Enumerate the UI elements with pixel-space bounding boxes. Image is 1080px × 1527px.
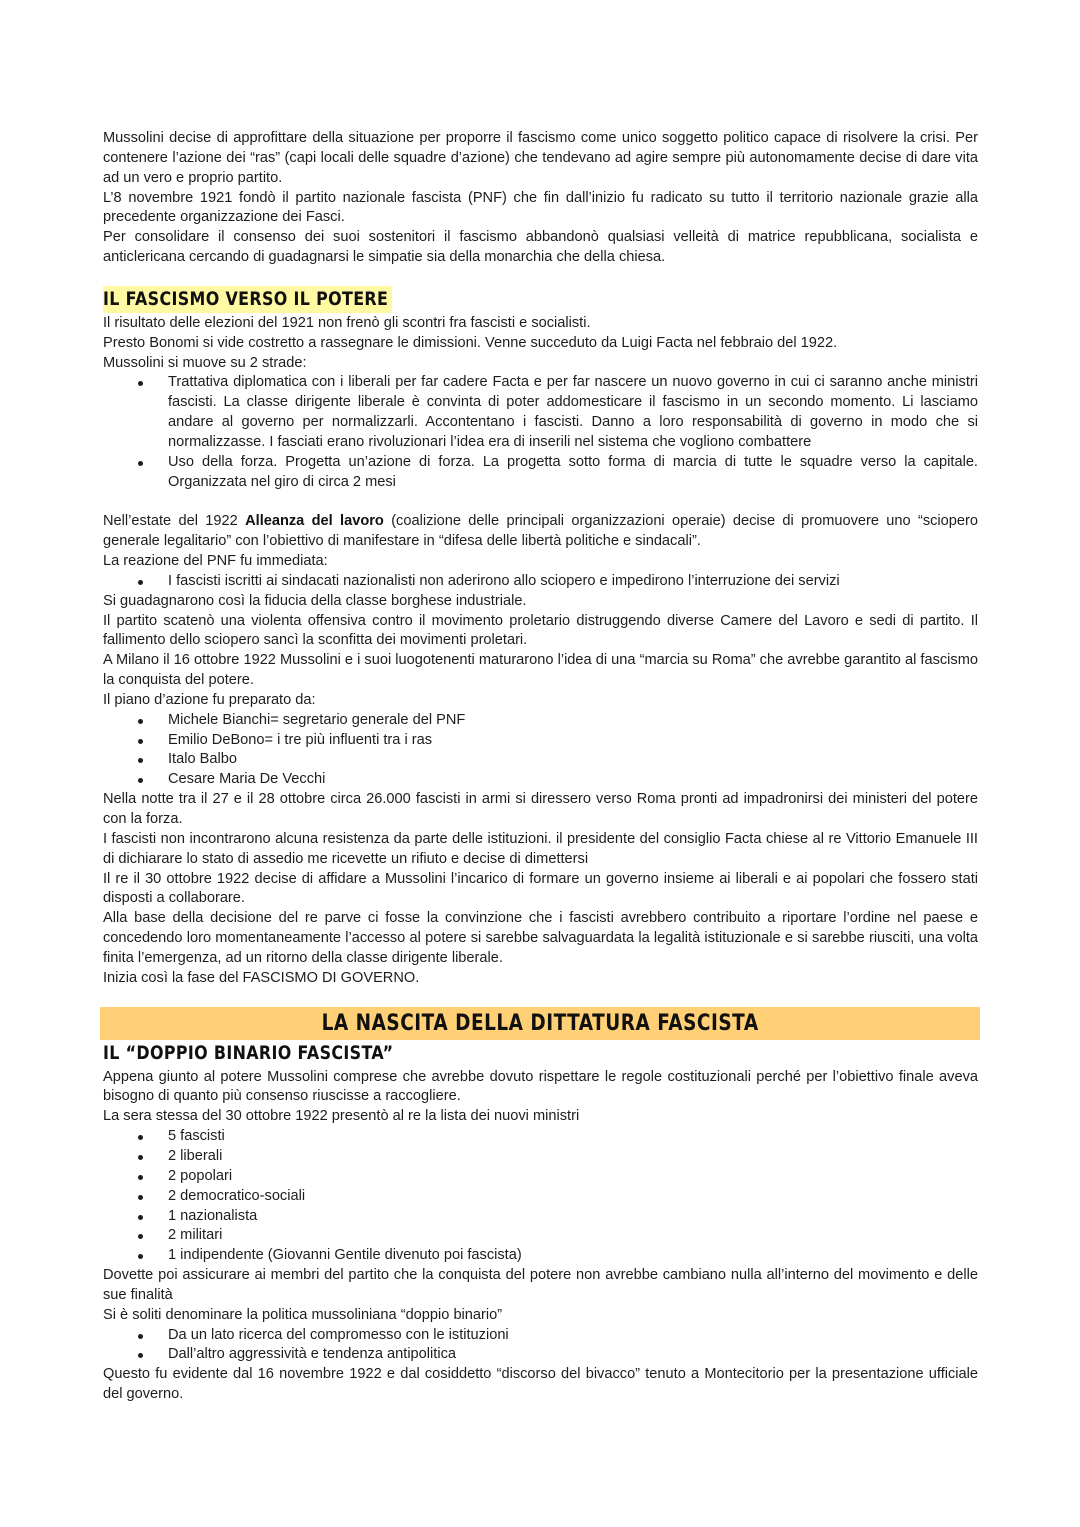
list-item: 2 popolari <box>103 1167 978 1187</box>
paragraph: Il re il 30 ottobre 1922 decise di affidare a Mussolini l’incarico di formare un governo insieme ai liberali e ai popolari che fossero stati disposti a collaborare. <box>103 870 978 907</box>
bullet-list-strade <box>103 373 978 492</box>
paragraph: Alla base della decisione del re parve ci fosse la convinzione che i fascisti avrebbero contribuito a riportare l’ordine nel paese e concedendo loro momentaneamente l’accesso al potere si sarebbe salvaguardata la legalità istituzionale e si sarebbe riusciti, una volta finita l’emergenza, ad un ritorno della classe dirigente liberale. <box>103 910 978 966</box>
paragraph: La reazione del PNF fu immediata: <box>103 553 328 570</box>
bold-term: Alleanza del lavoro <box>245 513 384 530</box>
list-item: 2 liberali <box>103 1147 978 1167</box>
paragraph: Nella notte tra il 27 e il 28 ottobre circa 26.000 fascisti in armi si diressero verso Roma pronti ad impadronirsi dei ministeri del potere con la forza. <box>103 791 978 827</box>
text-span: Nell’estate del 1922 <box>103 513 246 530</box>
paragraph: Si è soliti denominare la politica mussoliniana “doppio binario” <box>103 1306 503 1323</box>
list-item: 2 democratico-sociali <box>103 1187 978 1207</box>
paragraph: L’8 novembre 1921 fondò il partito nazionale fascista (PNF) che fin dall’inizio fu radicato su tutto il territorio nazionale grazie alla precedente organizzazione dei Fasci. <box>103 189 978 226</box>
list-item: I fascisti iscritti ai sindacati nazionalisti non aderirono allo sciopero e impedirono l’interruzione dei servizi <box>103 572 978 592</box>
document-page <box>103 129 978 1405</box>
list-item: 2 militari <box>103 1226 978 1246</box>
paragraph: Questo fu evidente dal 16 novembre 1922 e dal cosiddetto “discorso del bivacco” tenuto a Montecitorio per la presentazione ufficiale del governo. <box>103 1366 978 1403</box>
bullet-list-piano <box>103 711 978 790</box>
paragraph: I fascisti non incontrarono alcuna resistenza da parte delle istituzioni. il presidente del consiglio Facta chiese al re Vittorio Emanuele III di dichiarare lo stato di assedio me ricevette un rifiuto e decise di dimettersi <box>103 830 978 867</box>
bullet-list-ministri <box>103 1127 978 1266</box>
paragraph: Il partito scatenò una violenta offensiva contro il movimento proletario distruggendo diverse Camere del Lavoro e sedi di partito. Il fallimento dello sciopero sancì la sconfitta dei movimenti proletari. <box>103 612 978 649</box>
list-item: Michele Bianchi= segretario generale del PNF <box>103 711 978 731</box>
paragraph: A Milano il 16 ottobre 1922 Mussolini e i suoi luogotenenti maturarono l’idea di una “marcia su Roma” che avrebbe garantito al fascismo la conquista del potere. <box>103 652 978 689</box>
list-item: Cesare Maria De Vecchi <box>103 770 978 790</box>
list-item: Trattativa diplomatica con i liberali per far cadere Facta e per far nascere un nuovo governo in cui ci saranno anche ministri fascisti. La classe dirigente liberale è convinta di poter addomesticare il fascismo in un secondo momento. Li lasciamo andare al governo per normalizzarli. Accontentano i fascisti. Danno a loro responsabilità di governo in modo che si normalizzasse. I fasciati erano rivoluzionari l’idea era di inserili nel sistema che vogliono combattere <box>103 373 978 452</box>
paragraph: Dovette poi assicurare ai membri del partito che la conquista del potere non avrebbe cambiano nulla all’interno del movimento e delle sue finalità <box>103 1267 978 1303</box>
paragraph: Il piano d’azione fu preparato da: <box>103 691 316 708</box>
chapter-heading: LA NASCITA DELLA DITTATURA FASCISTA <box>321 1010 759 1036</box>
list-item: 1 nazionalista <box>103 1207 978 1227</box>
paragraph-sciopero <box>103 512 978 552</box>
list-item: Italo Balbo <box>103 750 978 770</box>
paragraph: La sera stessa del 30 ottobre 1922 presentò al re la lista dei nuovi ministri <box>103 1108 580 1125</box>
paragraph: Si guadagnarono così la fiducia della classe borghese industriale. <box>103 592 527 609</box>
text-span: (coalizione delle principali organizzazioni operaie) decise di promuovere uno “sciopero generale legalitario” con l’obiettivo di manifestare in “difesa delle libertà politiche e sindacali”. <box>103 513 979 550</box>
section-heading-doppio-binario: IL “DOPPIO BINARIO FASCISTA” <box>103 1040 397 1067</box>
list-item: Emilio DeBono= i tre più influenti tra i ras <box>103 731 978 751</box>
list-item: Dall’altro aggressività e tendenza antipolitica <box>103 1345 978 1365</box>
list-item: Uso della forza. Progetta un’azione di forza. La progetta sotto forma di marcia di tutte le squadre verso la capitale. Organizzata nel giro di circa 2 mesi <box>103 453 978 493</box>
paragraph: Appena giunto al potere Mussolini comprese che avrebbe dovuto rispettare le regole costituzionali perché per l’obiettivo finale aveva bisogno di quanto più consenso riuscisse a raccogliere. <box>103 1068 978 1105</box>
paragraph: Il risultato delle elezioni del 1921 non frenò gli scontri fra fascisti e socialisti. <box>103 314 591 331</box>
list-item: Da un lato ricerca del compromesso con le istituzioni <box>103 1326 978 1346</box>
bullet-list-reazione <box>103 572 978 592</box>
section-heading-fascismo-verso-il-potere: IL FASCISMO VERSO IL POTERE <box>103 286 392 313</box>
list-item: 5 fascisti <box>103 1127 978 1147</box>
list-item: 1 indipendente (Giovanni Gentile divenuto poi fascista) <box>103 1246 978 1266</box>
paragraph: Inizia così la fase del FASCISMO DI GOVERNO. <box>103 969 420 986</box>
chapter-heading-bar <box>100 1007 980 1040</box>
paragraph: Per consolidare il consenso dei suoi sostenitori il fascismo abbandonò qualsiasi velleità di matrice repubblicana, socialista e anticlericana cercando di guadagnarsi le simpatie sia della monarchia che della chiesa. <box>103 229 978 266</box>
paragraph: Presto Bonomi si vide costretto a rassegnare le dimissioni. Venne succeduto da Luigi Facta nel febbraio del 1922. <box>103 334 838 351</box>
paragraph: Mussolini si muove su 2 strade: <box>103 354 307 371</box>
paragraph: Mussolini decise di approfittare della situazione per proporre il fascismo come unico soggetto politico capace di risolvere la crisi. Per contenere l’azione dei “ras” (capi locali delle squadre d’azione) che tendevano ad agire sempre più autonomamente decise di dare vita ad un vero e proprio partito. <box>103 130 978 186</box>
bullet-list-binario <box>103 1326 978 1366</box>
